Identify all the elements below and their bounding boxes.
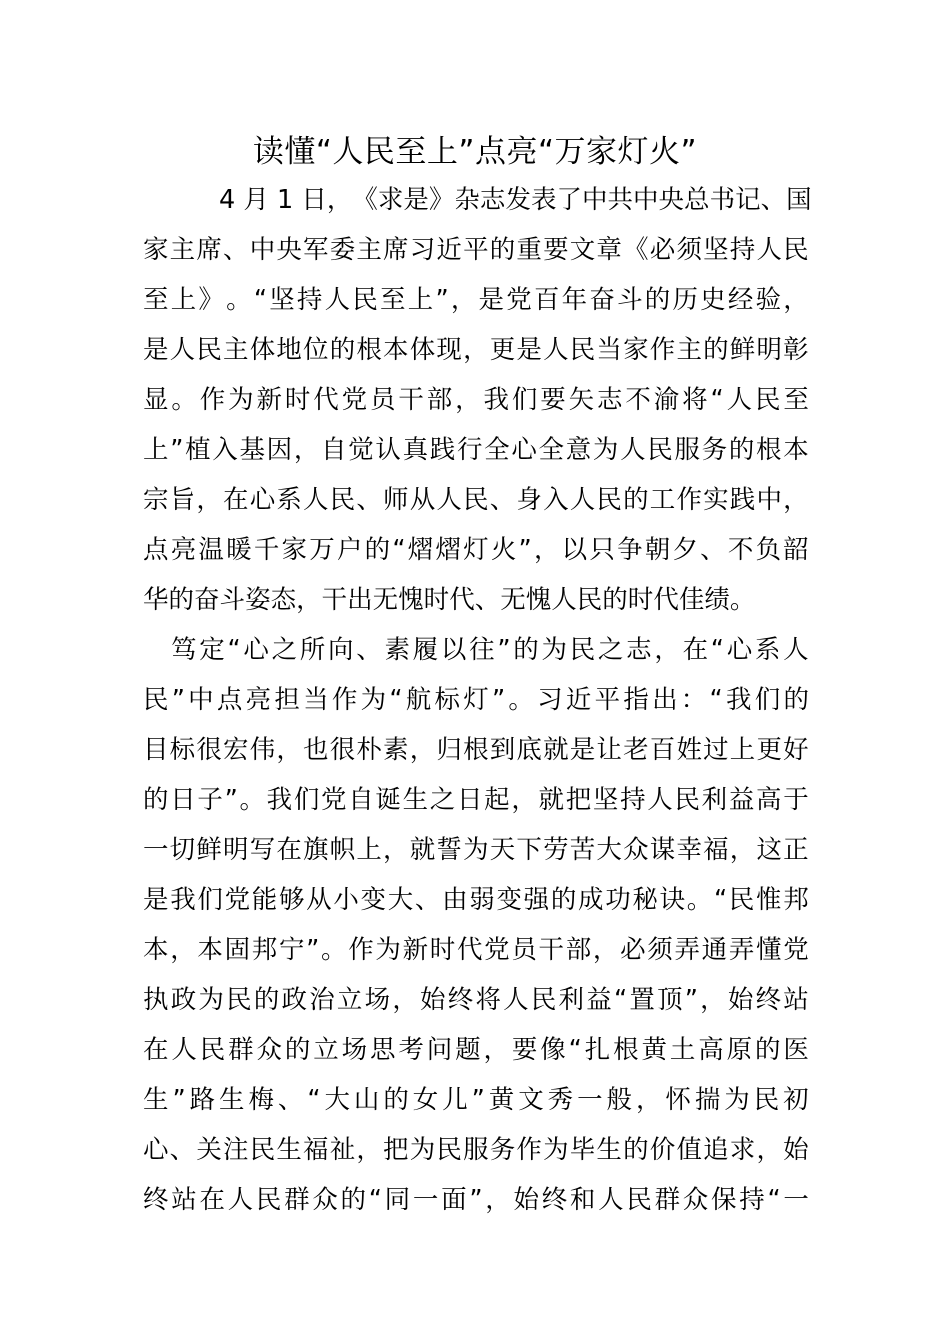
- document-body: [143, 175, 812, 1225]
- document-title: 读懂“人民至上”点亮“万家灯火”: [252, 134, 698, 170]
- paragraph-2-line: 目 标 很 宏 伟 ， 也 很 朴 素 ， 归 根 到 底 就 是 让 老 百 姓 过 上 更 好: [143, 735, 809, 765]
- paragraph-2-line: 笃 定 “ 心 之 所 向 、 素 履 以 往 ” 的 为 民 之 志 ， 在 “ 心 系 人: [171, 635, 809, 665]
- paragraph-1-line: 显 。 作 为 新 时 代 党 员 干 部 ， 我 们 要 矢 志 不 渝 将 “ 人 民 至: [143, 385, 809, 415]
- paragraph-1-line: 宗 旨 ， 在 心 系 人 民 、 师 从 人 民 、 身 入 人 民 的 工 作 实 践 中 ，: [143, 485, 809, 515]
- paragraph-2-line: 民 ” 中 点 亮 担 当 作 为 “ 航 标 灯 ” 。 习 近 平 指 出 ： “ 我 们 的: [143, 685, 809, 715]
- paragraph-2-line: 执 政 为 民 的 政 治 立 场 ， 始 终 将 人 民 利 益 “ 置 顶 ” ， 始 终 站: [143, 985, 809, 1015]
- paragraph-1-line: 至 上 》 。 “ 坚 持 人 民 至 上 ” ， 是 党 百 年 奋 斗 的 历 史 经 验 ，: [143, 285, 809, 315]
- paragraph-1-line: 家 主 席 、 中 央 军 委 主 席 习 近 平 的 重 要 文 章 《 必 须 坚 持 人 民: [143, 235, 809, 265]
- paragraph-2-line: 一 切 鲜 明 写 在 旗 帜 上 ， 就 誓 为 天 下 劳 苦 大 众 谋 幸 福 ， 这 正: [143, 835, 809, 865]
- paragraph-2-line: 终 站 在 人 民 群 众 的 “ 同 一 面 ” ， 始 终 和 人 民 群 众 保 持 “ 一: [143, 1185, 809, 1215]
- paragraph-2-line: 的 日 子 ” 。 我 们 党 自 诞 生 之 日 起 ， 就 把 坚 持 人 民 利 益 高 于: [143, 785, 809, 815]
- paragraph-2-line: 生 ” 路 生 梅 、 “ 大 山 的 女 儿 ” 黄 文 秀 一 般 ， 怀 揣 为 民 初: [143, 1085, 809, 1115]
- paragraph-1-line: 华 的 奋 斗 姿 态 ， 干 出 无 愧 时 代 、 无 愧 人 民 的 时 代 佳 绩 。: [143, 585, 756, 615]
- paragraph-2-line: 在 人 民 群 众 的 立 场 思 考 问 题 ， 要 像 “ 扎 根 黄 土 高 原 的 医: [143, 1035, 809, 1065]
- paragraph-1-line: 上 ” 植 入 基 因 ， 自 觉 认 真 践 行 全 心 全 意 为 人 民 服 务 的 根 本: [143, 435, 809, 465]
- paragraph-1-line: 4 月 1 日 ， 《 求 是 》 杂 志 发 表 了 中 共 中 央 总 书 记 、 国: [219, 185, 812, 215]
- paragraph-1-line: 点 亮 温 暖 千 家 万 户 的 “ 熠 熠 灯 火 ” ， 以 只 争 朝 夕 、 不 负 韶: [143, 535, 809, 565]
- paragraph-2-line: 心 、 关 注 民 生 福 祉 ， 把 为 民 服 务 作 为 毕 生 的 价 值 追 求 ， 始: [143, 1135, 809, 1165]
- paragraph-2-line: 本 ， 本 固 邦 宁 ” 。 作 为 新 时 代 党 员 干 部 ， 必 须 弄 通 弄 懂 党: [143, 935, 809, 965]
- paragraph-2-line: 是 我 们 党 能 够 从 小 变 大 、 由 弱 变 强 的 成 功 秘 诀 。 “ 民 惟 邦: [143, 885, 809, 915]
- paragraph-1-line: 是 人 民 主 体 地 位 的 根 本 体 现 ， 更 是 人 民 当 家 作 主 的 鲜 明 彰: [143, 335, 809, 365]
